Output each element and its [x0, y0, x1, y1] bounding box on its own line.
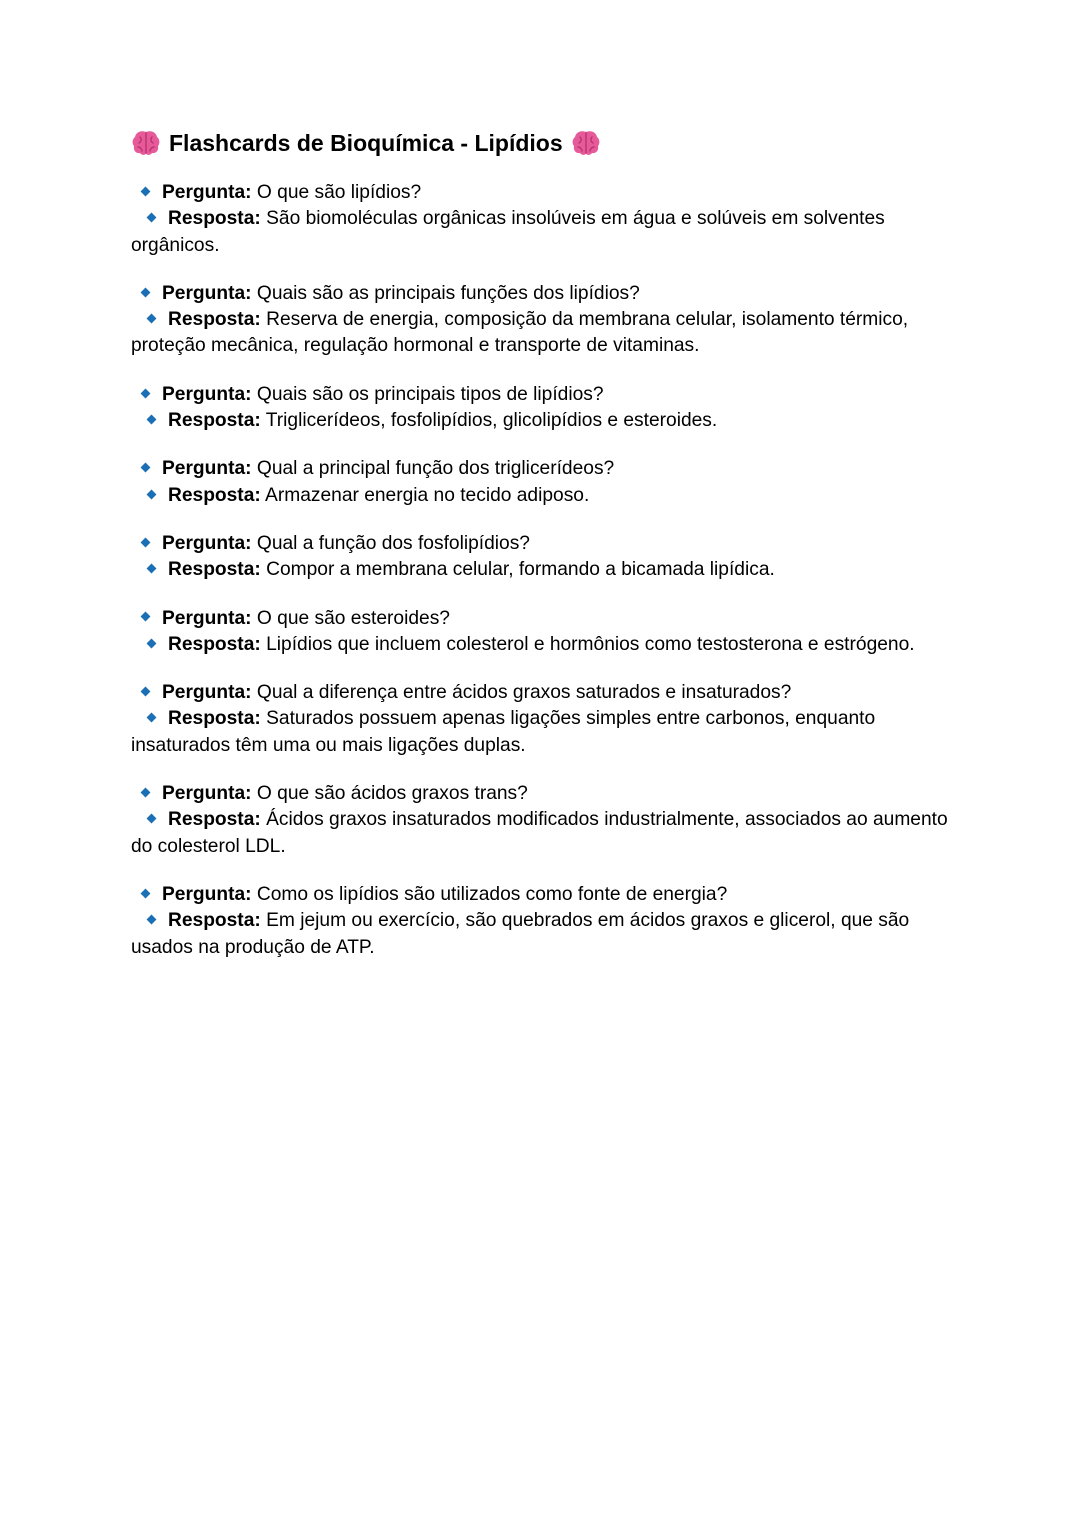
question-line: [131, 180, 961, 206]
diamond-bullet-icon: [141, 537, 151, 547]
flashcard: [131, 781, 961, 860]
flashcard: [131, 281, 961, 360]
question-label: Pergunta:: [162, 458, 252, 480]
diamond-bullet-icon: [147, 713, 157, 723]
question-label: Pergunta:: [162, 182, 252, 203]
question-label: Pergunta:: [162, 682, 252, 704]
answer-line: [131, 408, 961, 434]
diamond-bullet-icon: [147, 915, 157, 925]
answer-label: Resposta:: [168, 910, 261, 932]
question-text: O que são esteroides?: [256, 607, 450, 629]
question-line: [131, 680, 961, 706]
answer-label: Resposta:: [168, 208, 261, 230]
answer-label: Resposta:: [168, 708, 261, 730]
question-text: Qual a diferença entre ácidos graxos saturados e insaturados?: [256, 682, 792, 704]
flashcard: [131, 456, 961, 509]
answer-text: Ácidos graxos insaturados modificados industrialmente, associados ao aumento do colesterol LDL.: [131, 809, 948, 857]
question-label: Pergunta:: [162, 607, 252, 629]
answer-text: Compor a membrana celular, formando a bicamada lipídica.: [266, 559, 775, 581]
diamond-bullet-icon: [147, 415, 157, 425]
diamond-bullet-icon: [147, 564, 157, 574]
answer-text: Armazenar energia no tecido adiposo.: [265, 484, 590, 506]
answer-label: Resposta:: [168, 809, 261, 831]
document-title: [131, 126, 601, 160]
answer-label: Resposta:: [168, 410, 261, 432]
diamond-bullet-icon: [141, 612, 151, 622]
question-label: Pergunta:: [162, 883, 252, 905]
question-label: Pergunta:: [162, 282, 252, 304]
question-text: Quais são as principais funções dos lipídios?: [256, 282, 640, 304]
answer-text: Saturados possuem apenas ligações simples entre carbonos, enquanto insaturados têm uma ou mais ligações duplas.: [131, 708, 876, 756]
question-line: [131, 606, 961, 632]
diamond-bullet-icon: [141, 788, 151, 798]
answer-text: Reserva de energia, composição da membrana celular, isolamento térmico, proteção mecânica, regulação hormonal e transporte de vitaminas.: [131, 309, 909, 357]
diamond-bullet-icon: [147, 638, 157, 648]
answer-line: [131, 483, 961, 509]
flashcard: [131, 606, 961, 659]
flashcard: [131, 680, 961, 759]
answer-line: [131, 557, 961, 583]
flashcard: [131, 180, 961, 259]
answer-line: [131, 307, 961, 360]
question-line: [131, 456, 961, 482]
answer-label: Resposta:: [168, 559, 261, 581]
diamond-bullet-icon: [141, 186, 151, 196]
question-line: [131, 781, 961, 807]
question-text: O que são lipídios?: [256, 182, 422, 203]
answer-text: São biomoléculas orgânicas insolúveis em água e solúveis em solventes orgânicos.: [131, 208, 885, 256]
question-text: Qual a função dos fosfolipídios?: [256, 532, 530, 554]
question-text: O que são ácidos graxos trans?: [256, 783, 528, 805]
diamond-bullet-icon: [147, 814, 157, 824]
question-text: Qual a principal função dos triglicerídeos?: [256, 458, 615, 480]
answer-line: [131, 908, 961, 961]
answer-label: Resposta:: [168, 309, 261, 331]
question-line: [131, 882, 961, 908]
question-line: [131, 382, 961, 408]
question-text: Como os lipídios são utilizados como fonte de energia?: [256, 883, 728, 905]
flashcard: [131, 882, 961, 961]
diamond-bullet-icon: [141, 687, 151, 697]
question-label: Pergunta:: [162, 532, 252, 554]
answer-line: [131, 632, 961, 658]
flashcard: [131, 531, 961, 584]
question-line: [131, 531, 961, 557]
answer-line: [131, 706, 961, 759]
question-label: Pergunta:: [162, 383, 252, 405]
diamond-bullet-icon: [141, 287, 151, 297]
answer-text: Triglicerídeos, fosfolipídios, glicolipídios e esteroides.: [265, 410, 718, 432]
title-text: Flashcards de Bioquímica - Lipídios: [169, 130, 563, 156]
diamond-bullet-icon: [141, 888, 151, 898]
answer-line: [131, 807, 961, 860]
diamond-bullet-icon: [147, 213, 157, 223]
answer-line: [131, 206, 961, 259]
question-line: [131, 281, 961, 307]
diamond-bullet-icon: [141, 388, 151, 398]
diamond-bullet-icon: [147, 314, 157, 324]
answer-label: Resposta:: [168, 633, 261, 655]
question-label: Pergunta:: [162, 783, 252, 805]
flashcard: [131, 382, 961, 435]
question-text: Quais são os principais tipos de lipídios?: [256, 383, 604, 405]
answer-text: Lipídios que incluem colesterol e hormônios como testosterona e estrógeno.: [266, 633, 915, 655]
diamond-bullet-icon: [147, 489, 157, 499]
diamond-bullet-icon: [141, 463, 151, 473]
brain-icon: [571, 129, 601, 157]
answer-label: Resposta:: [168, 484, 261, 506]
answer-text: Em jejum ou exercício, são quebrados em ácidos graxos e glicerol, que são usados na produção de ATP.: [131, 910, 910, 958]
brain-icon: [131, 129, 161, 157]
flashcard-list: [131, 180, 961, 983]
